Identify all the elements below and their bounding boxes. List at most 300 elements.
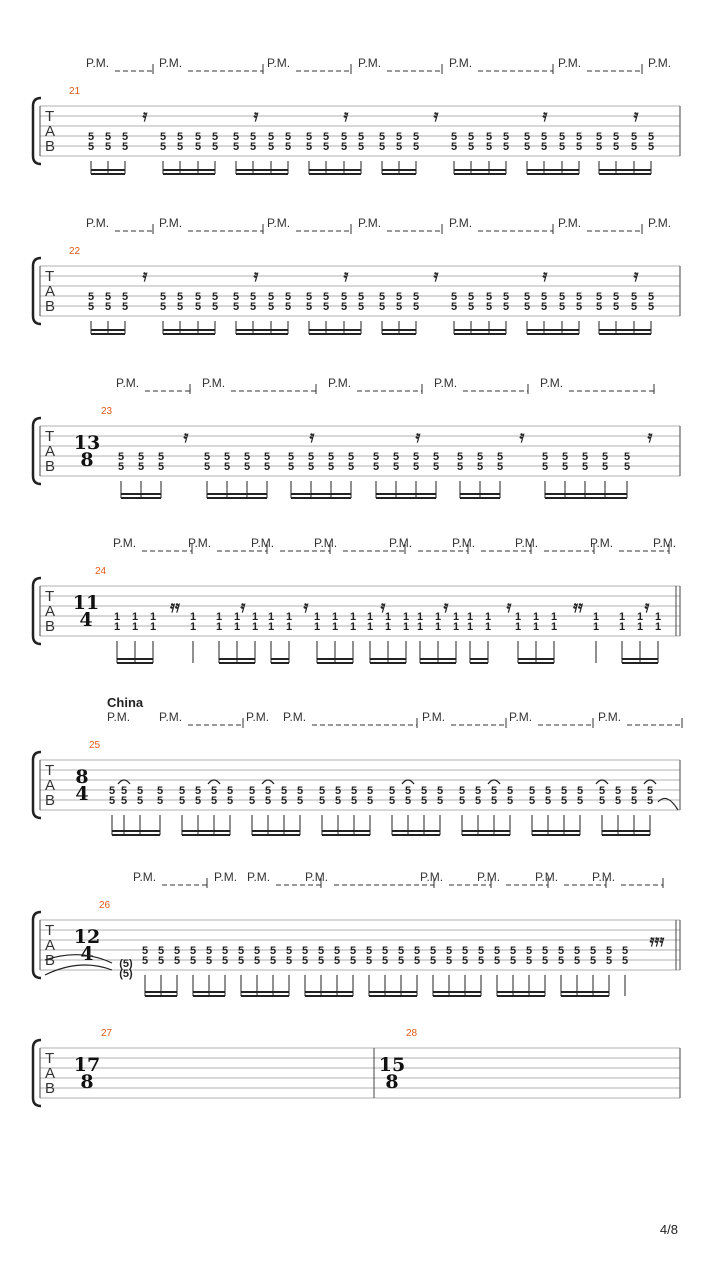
- fret-number: 5: [340, 301, 348, 313]
- fret-number: 5: [189, 955, 197, 967]
- fret-number: 5: [388, 785, 396, 797]
- fret-number: 1: [514, 621, 522, 633]
- fret-number: 5: [573, 945, 581, 957]
- palm-mute-label: P.M.: [358, 56, 382, 70]
- fret-number: 1: [313, 621, 321, 633]
- fret-number: 1: [466, 621, 474, 633]
- fret-number: 5: [87, 141, 95, 153]
- fret-number: 5: [630, 291, 638, 303]
- fret-number: 5: [485, 301, 493, 313]
- fret-number: 5: [541, 945, 549, 957]
- palm-mute-label: P.M.: [535, 870, 559, 884]
- fret-number: 5: [493, 955, 501, 967]
- fret-number: 5: [159, 291, 167, 303]
- fret-number: 1: [416, 621, 424, 633]
- fret-number: 1: [131, 621, 139, 633]
- fret-number: 5: [467, 131, 475, 143]
- fret-number: 5: [558, 291, 566, 303]
- fret-number: 5: [194, 785, 202, 797]
- fret-number: 5: [264, 785, 272, 797]
- sixteenth-rest: 𝄿: [343, 266, 349, 285]
- palm-mute-label: P.M.: [267, 56, 291, 70]
- measure-number: 22: [69, 246, 81, 257]
- fret-number: 5: [307, 451, 315, 463]
- fret-number: 5: [137, 461, 145, 473]
- fret-number: 1: [113, 611, 121, 623]
- fret-number: 5: [630, 141, 638, 153]
- fret-number: 5: [284, 131, 292, 143]
- fret-number: 5: [558, 131, 566, 143]
- fret-number: 1: [654, 621, 662, 633]
- fret-number: 5: [598, 795, 606, 807]
- fret-number: 5: [630, 785, 638, 797]
- fret-number: 5: [467, 141, 475, 153]
- sixteenth-rest: 𝄿: [542, 106, 548, 125]
- fret-number: 5: [646, 785, 654, 797]
- fret-number: 5: [647, 301, 655, 313]
- tab-clef-t: T: [45, 588, 55, 605]
- fret-number: 5: [305, 131, 313, 143]
- fret-number: 5: [203, 451, 211, 463]
- fret-number: 1: [113, 621, 121, 633]
- time-signature-bottom: 8: [80, 1071, 94, 1093]
- fret-number: 5: [595, 291, 603, 303]
- accent-mark: [644, 780, 656, 784]
- fret-number: 5: [263, 451, 271, 463]
- palm-mute-label: P.M.: [648, 56, 672, 70]
- fret-number: 5: [210, 795, 218, 807]
- fret-number: 5: [137, 451, 145, 463]
- fret-number: 1: [402, 611, 410, 623]
- fret-number: 5: [232, 131, 240, 143]
- fret-number: 1: [384, 611, 392, 623]
- fret-number: 5: [378, 141, 386, 153]
- fret-number: 5: [378, 131, 386, 143]
- time-signature-top: 13: [73, 432, 101, 454]
- fret-number: 5: [232, 141, 240, 153]
- tab-clef-a: A: [45, 777, 56, 794]
- fret-number: 5: [413, 955, 421, 967]
- fret-number: 1: [466, 611, 474, 623]
- time-signature-top: 15: [378, 1054, 406, 1076]
- fret-number: 5: [395, 291, 403, 303]
- palm-mute-label: P.M.: [558, 56, 582, 70]
- fret-number: 1: [267, 621, 275, 633]
- fret-number: 5: [157, 451, 165, 463]
- fret-number: 5: [226, 795, 234, 807]
- fret-number: 5: [397, 945, 405, 957]
- fret-number: 5: [305, 291, 313, 303]
- fret-number: 5: [456, 461, 464, 473]
- fret-number: 5: [523, 141, 531, 153]
- fret-number: 5: [502, 141, 510, 153]
- accent-mark: [488, 780, 500, 784]
- fret-number: 1: [251, 611, 259, 623]
- fret-number: 5: [458, 795, 466, 807]
- fret-number: 5: [436, 795, 444, 807]
- accent-mark: [262, 780, 274, 784]
- fret-number: 5: [157, 945, 165, 957]
- fret-number: 5: [205, 955, 213, 967]
- fret-number: 5: [506, 795, 514, 807]
- fret-number: 5: [221, 955, 229, 967]
- fret-number: 5: [334, 795, 342, 807]
- fret-number: 5: [156, 795, 164, 807]
- fret-number: 5: [485, 291, 493, 303]
- time-signature-top: 12: [73, 926, 101, 948]
- fret-number: 5: [560, 795, 568, 807]
- fret-number: 5: [496, 461, 504, 473]
- fret-number: 5: [301, 955, 309, 967]
- fret-number: 5: [404, 795, 412, 807]
- fret-number: 5: [317, 945, 325, 957]
- fret-number: 5: [477, 945, 485, 957]
- tab-clef-a: A: [45, 603, 56, 620]
- fret-number: 5: [381, 945, 389, 957]
- fret-number: 5: [395, 301, 403, 313]
- accent-mark: [118, 780, 130, 784]
- fret-number: 5: [249, 301, 257, 313]
- fret-number: 5: [176, 291, 184, 303]
- fret-number: 1: [285, 611, 293, 623]
- sixteenth-rest: 𝄿𝄿: [170, 597, 180, 616]
- fret-number: 5: [395, 141, 403, 153]
- fret-number: 1: [636, 621, 644, 633]
- fret-number: 5: [327, 451, 335, 463]
- fret-number: 5: [445, 955, 453, 967]
- fret-number: 5: [176, 141, 184, 153]
- fret-number: 5: [450, 131, 458, 143]
- fret-number: 5: [412, 131, 420, 143]
- tab-clef-b: B: [45, 618, 56, 635]
- palm-mute-label: P.M.: [251, 536, 275, 550]
- fret-number: 5: [502, 291, 510, 303]
- fret-number: 5: [476, 451, 484, 463]
- fret-number: 5: [575, 131, 583, 143]
- fret-number: 5: [317, 955, 325, 967]
- palm-mute-label: P.M.: [159, 56, 183, 70]
- fret-number: 5: [280, 785, 288, 797]
- fret-number: 5: [178, 785, 186, 797]
- fret-number: 5: [595, 301, 603, 313]
- fret-number: 1: [149, 621, 157, 633]
- fret-number: 1: [267, 611, 275, 623]
- fret-number: 1: [189, 621, 197, 633]
- fret-number: 5: [477, 955, 485, 967]
- fret-number: 5: [605, 955, 613, 967]
- fret-number: 5: [284, 301, 292, 313]
- fret-number: 5: [104, 301, 112, 313]
- fret-number: 5: [525, 955, 533, 967]
- fret-number: 5: [194, 141, 202, 153]
- palm-mute-label: P.M.: [590, 536, 614, 550]
- fret-number: 5: [576, 795, 584, 807]
- fret-number: 5: [178, 795, 186, 807]
- fret-number: 5: [523, 301, 531, 313]
- fret-number: 5: [267, 141, 275, 153]
- palm-mute-label: P.M.: [159, 216, 183, 230]
- tab-clef-b: B: [45, 792, 56, 809]
- fret-number: 1: [532, 611, 540, 623]
- fret-number: 5: [412, 451, 420, 463]
- sixteenth-rest: 𝄿: [519, 427, 525, 446]
- fret-number: 5: [601, 461, 609, 473]
- fret-number: 5: [429, 945, 437, 957]
- fret-number: 5: [223, 461, 231, 473]
- fret-number: 1: [331, 621, 339, 633]
- palm-mute-label: P.M.: [159, 710, 183, 724]
- palm-mute-label: P.M.: [86, 216, 110, 230]
- fret-number: 5: [412, 291, 420, 303]
- fret-number: 5: [121, 301, 129, 313]
- measure-number: 23: [101, 406, 113, 417]
- fret-number: 5: [436, 785, 444, 797]
- fret-number: 5: [589, 945, 597, 957]
- fret-number: 1: [484, 611, 492, 623]
- time-signature-top: 8: [75, 766, 89, 788]
- fret-number: 5: [630, 301, 638, 313]
- fret-number: 5: [540, 141, 548, 153]
- fret-number: 5: [366, 785, 374, 797]
- fret-number: 1: [550, 611, 558, 623]
- accent-mark: [596, 780, 608, 784]
- fret-number: 5: [558, 141, 566, 153]
- time-signature-bottom: 4: [80, 943, 94, 965]
- fret-number: 5: [420, 795, 428, 807]
- fret-number: 5: [541, 451, 549, 463]
- fret-number: 5: [117, 461, 125, 473]
- fret-number: 1: [189, 611, 197, 623]
- fret-number: 1: [402, 621, 410, 633]
- fret-number: 5: [340, 131, 348, 143]
- fret-number: 5: [156, 785, 164, 797]
- fret-number: 5: [612, 301, 620, 313]
- fret-number: 5: [458, 785, 466, 797]
- fret-number: 5: [87, 301, 95, 313]
- fret-number: 5: [476, 461, 484, 473]
- fret-number: 5: [647, 141, 655, 153]
- palm-mute-label: P.M.: [420, 870, 444, 884]
- fret-number: 5: [450, 301, 458, 313]
- fret-number: 1: [366, 621, 374, 633]
- fret-number: 5: [357, 131, 365, 143]
- palm-mute-label: P.M.: [305, 870, 329, 884]
- sixteenth-rest: 𝄿: [433, 106, 439, 125]
- fret-number: 5: [365, 945, 373, 957]
- time-signature-bottom: 8: [80, 449, 94, 471]
- fret-number: 5: [117, 451, 125, 463]
- fret-number: 5: [461, 945, 469, 957]
- fret-number: 1: [452, 611, 460, 623]
- fret-number: 5: [378, 301, 386, 313]
- sixteenth-rest: 𝄿: [644, 597, 650, 616]
- fret-number: 5: [121, 131, 129, 143]
- fret-number: 1: [550, 621, 558, 633]
- fret-number: 5: [194, 131, 202, 143]
- palm-mute-label: P.M.: [133, 870, 157, 884]
- fret-number: 5: [420, 785, 428, 797]
- fret-number: 5: [445, 945, 453, 957]
- fret-number: 5: [575, 141, 583, 153]
- fret-number: 5: [296, 785, 304, 797]
- fret-number: 5: [253, 945, 261, 957]
- fret-number: 5: [366, 795, 374, 807]
- fret-number: 5: [210, 785, 218, 797]
- fret-number: 5: [372, 461, 380, 473]
- fret-number: 5: [395, 131, 403, 143]
- tie-arc: [45, 955, 112, 963]
- fret-number: 5: [357, 301, 365, 313]
- fret-number: 5: [595, 141, 603, 153]
- fret-number: 5: [248, 785, 256, 797]
- fret-number: 5: [249, 141, 257, 153]
- tab-clef-t: T: [45, 922, 55, 939]
- fret-number: 1: [131, 611, 139, 623]
- fret-number: 5: [612, 141, 620, 153]
- fret-number: 5: [249, 131, 257, 143]
- accent-mark: [208, 780, 220, 784]
- fret-number: 5: [108, 795, 116, 807]
- fret-number: 5: [333, 945, 341, 957]
- palm-mute-label: P.M.: [434, 376, 458, 390]
- measure-number: 24: [95, 566, 107, 577]
- palm-mute-label: P.M.: [314, 536, 338, 550]
- fret-number: 5: [357, 291, 365, 303]
- sixteenth-rest: 𝄿: [142, 106, 148, 125]
- fret-number: 5: [305, 141, 313, 153]
- fret-number: 5: [173, 945, 181, 957]
- fret-number: 1: [618, 611, 626, 623]
- fret-number: 5: [120, 795, 128, 807]
- fret-number: 1: [532, 621, 540, 633]
- fret-number: 5: [388, 795, 396, 807]
- fret-number: 1: [366, 611, 374, 623]
- fret-number: 5: [647, 131, 655, 143]
- fret-number: 5: [474, 785, 482, 797]
- fret-number: 5: [523, 131, 531, 143]
- tab-clef-a: A: [45, 283, 56, 300]
- palm-mute-label: P.M.: [540, 376, 564, 390]
- palm-mute-label: P.M.: [449, 216, 473, 230]
- fret-number: 5: [267, 291, 275, 303]
- fret-number: 5: [194, 795, 202, 807]
- measure-number: 28: [406, 1028, 418, 1039]
- fret-number: 5: [544, 795, 552, 807]
- fret-number: 5: [349, 945, 357, 957]
- palm-mute-label: P.M.: [188, 536, 212, 550]
- fret-number: 5: [322, 301, 330, 313]
- fret-number: 5: [349, 955, 357, 967]
- sixteenth-rest: 𝄿: [183, 427, 189, 446]
- fret-number: 5: [456, 451, 464, 463]
- fret-number: 5: [194, 291, 202, 303]
- fret-number: 5: [365, 955, 373, 967]
- palm-mute-label: P.M.: [202, 376, 226, 390]
- fret-number: 5: [598, 785, 606, 797]
- time-signature-top: 11: [72, 592, 100, 614]
- fret-number: 5: [189, 945, 197, 957]
- fret-number: 5: [528, 795, 536, 807]
- tab-clef-b: B: [45, 298, 56, 315]
- fret-number: 5: [474, 795, 482, 807]
- china-marker: China: [107, 695, 144, 710]
- fret-number: 5: [243, 461, 251, 473]
- fret-number: 5: [561, 461, 569, 473]
- fret-number: 5: [432, 451, 440, 463]
- fret-number: 5: [461, 955, 469, 967]
- fret-number: 5: [509, 955, 517, 967]
- fret-number: 5: [159, 131, 167, 143]
- tab-clef-b: B: [45, 138, 56, 155]
- time-signature-bottom: 8: [385, 1071, 399, 1093]
- fret-number: 5: [372, 451, 380, 463]
- time-signature-top: 17: [73, 1054, 101, 1076]
- fret-number: 5: [333, 955, 341, 967]
- fret-number: 1: [434, 621, 442, 633]
- fret-number: 5: [322, 291, 330, 303]
- fret-number: 5: [87, 291, 95, 303]
- accent-mark: [402, 780, 414, 784]
- fret-number: 5: [87, 131, 95, 143]
- tied-fret-number: (5): [119, 958, 133, 970]
- measure-number: 27: [101, 1028, 113, 1039]
- fret-number: 5: [467, 291, 475, 303]
- fret-number: 5: [467, 301, 475, 313]
- palm-mute-label: P.M.: [452, 536, 476, 550]
- fret-number: 1: [149, 611, 157, 623]
- fret-number: 1: [484, 621, 492, 633]
- fret-number: 5: [630, 795, 638, 807]
- fret-number: 5: [269, 945, 277, 957]
- fret-number: 1: [233, 611, 241, 623]
- fret-number: 5: [573, 955, 581, 967]
- fret-number: 5: [211, 301, 219, 313]
- fret-number: 1: [618, 621, 626, 633]
- fret-number: 5: [404, 785, 412, 797]
- fret-number: 5: [561, 451, 569, 463]
- fret-number: 5: [490, 795, 498, 807]
- sixteenth-rest: 𝄿: [415, 427, 421, 446]
- fret-number: 5: [485, 131, 493, 143]
- palm-mute-label: P.M.: [515, 536, 539, 550]
- fret-number: 5: [301, 945, 309, 957]
- fret-number: 5: [285, 955, 293, 967]
- fret-number: 5: [432, 461, 440, 473]
- fret-number: 5: [347, 461, 355, 473]
- tab-clef-a: A: [45, 937, 56, 954]
- fret-number: 5: [614, 795, 622, 807]
- fret-number: 5: [136, 795, 144, 807]
- sixteenth-rest: 𝄿: [506, 597, 512, 616]
- fret-number: 5: [412, 301, 420, 313]
- fret-number: 5: [327, 461, 335, 473]
- palm-mute-label: P.M.: [598, 710, 622, 724]
- fret-number: 5: [249, 291, 257, 303]
- fret-number: 5: [357, 141, 365, 153]
- fret-number: 5: [605, 945, 613, 957]
- fret-number: 5: [576, 785, 584, 797]
- fret-number: 5: [307, 461, 315, 473]
- fret-number: 5: [141, 955, 149, 967]
- sixteenth-rest: 𝄿𝄿: [573, 597, 583, 616]
- palm-mute-label: P.M.: [283, 710, 307, 724]
- fret-number: 5: [541, 955, 549, 967]
- palm-mute-label: P.M.: [389, 536, 413, 550]
- sixteenth-rest: 𝄿: [633, 266, 639, 285]
- fret-number: 1: [349, 621, 357, 633]
- fret-number: 5: [397, 955, 405, 967]
- sixteenth-rest: 𝄿: [433, 266, 439, 285]
